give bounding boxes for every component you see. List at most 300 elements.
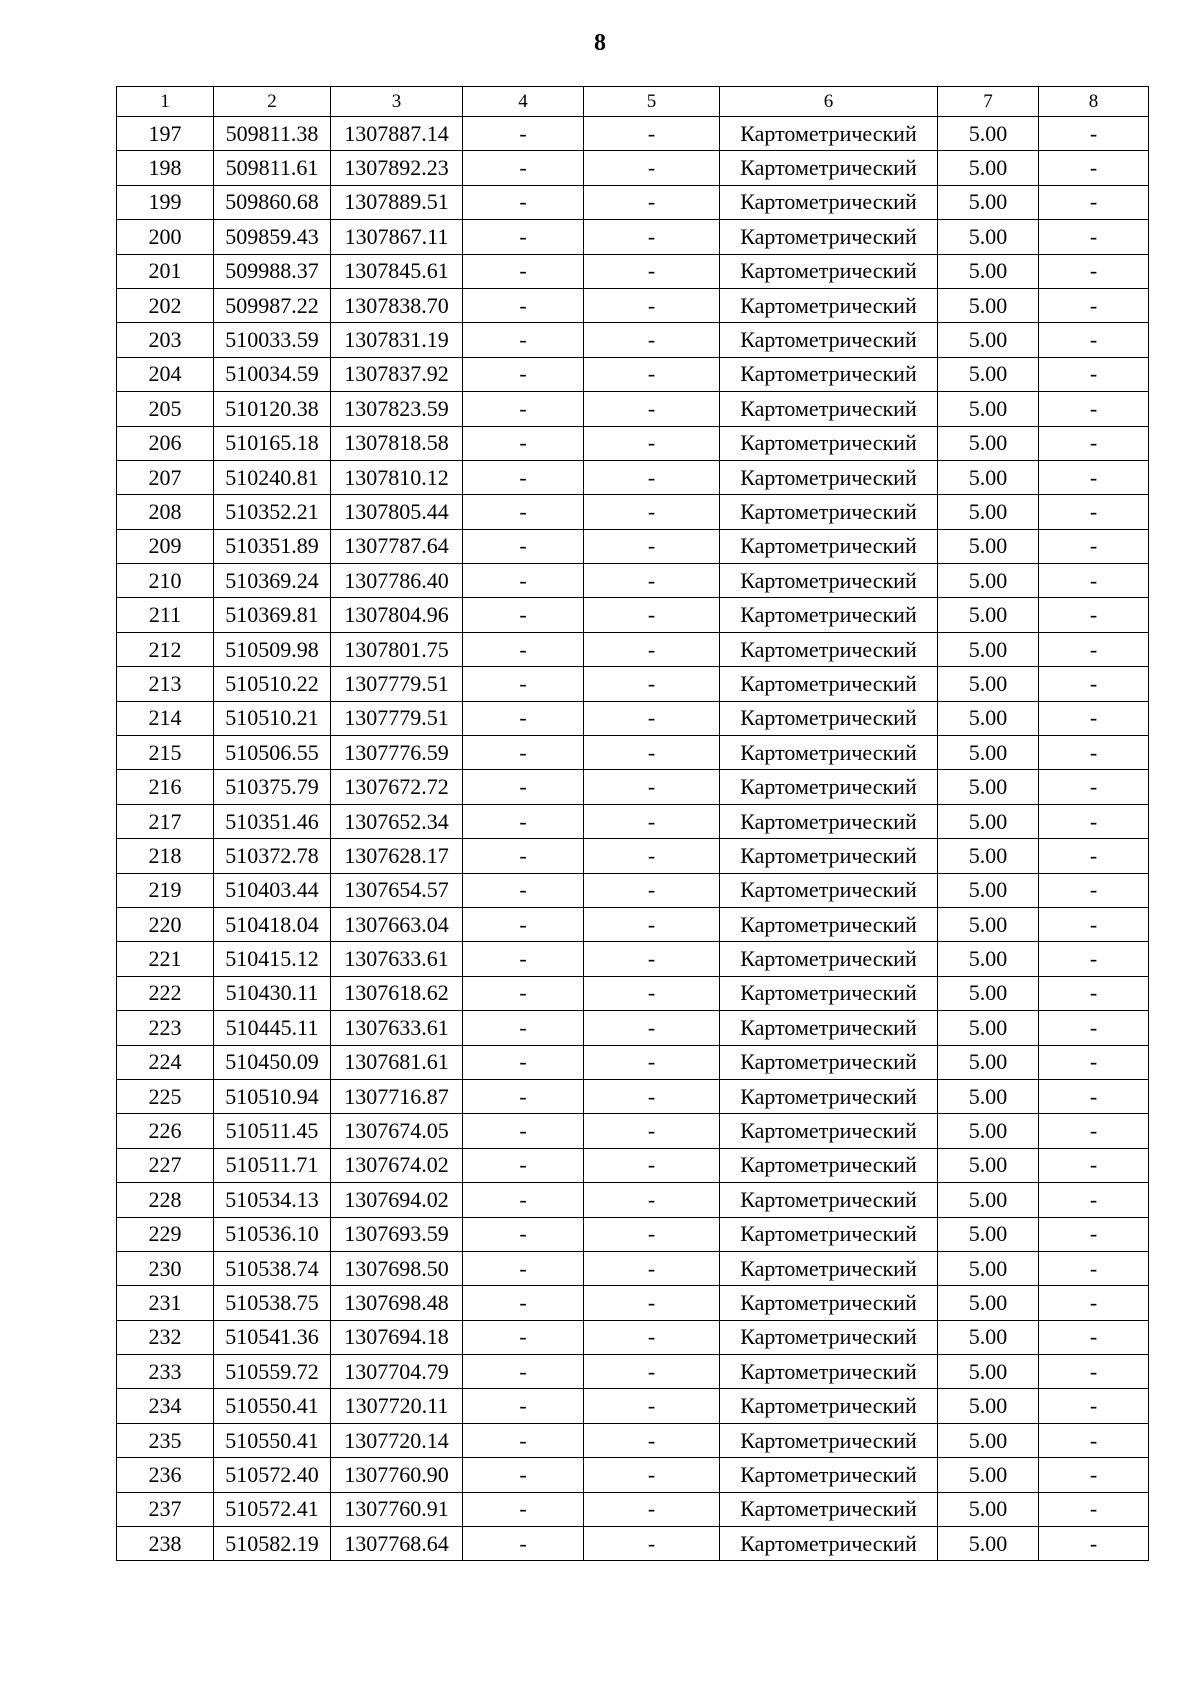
column-5-cell: - (584, 495, 720, 529)
method-cell: Картометрический (720, 426, 938, 460)
accuracy-cell: 5.00 (938, 392, 1039, 426)
point-number-cell: 207 (117, 460, 214, 494)
point-number-cell: 212 (117, 632, 214, 666)
accuracy-cell: 5.00 (938, 976, 1039, 1010)
table-row (117, 701, 1149, 735)
x-coordinate-cell: 510538.75 (214, 1286, 331, 1320)
column-8-cell: - (1039, 1079, 1149, 1113)
table-row (117, 1320, 1149, 1354)
method-cell: Картометрический (720, 667, 938, 701)
column-4-cell: - (463, 357, 584, 391)
y-coordinate-cell: 1307831.19 (331, 323, 463, 357)
table-header-row (117, 87, 1149, 117)
method-cell: Картометрический (720, 1114, 938, 1148)
accuracy-cell: 5.00 (938, 1079, 1039, 1113)
point-number-cell: 224 (117, 1045, 214, 1079)
x-coordinate-cell: 509811.61 (214, 151, 331, 185)
column-header: 3 (331, 87, 463, 117)
accuracy-cell: 5.00 (938, 598, 1039, 632)
accuracy-cell: 5.00 (938, 460, 1039, 494)
column-4-cell: - (463, 1217, 584, 1251)
accuracy-cell: 5.00 (938, 1011, 1039, 1045)
method-cell: Картометрический (720, 117, 938, 151)
y-coordinate-cell: 1307694.18 (331, 1320, 463, 1354)
y-coordinate-cell: 1307720.14 (331, 1423, 463, 1457)
table-row (117, 1079, 1149, 1113)
column-5-cell: - (584, 1492, 720, 1526)
column-5-cell: - (584, 1217, 720, 1251)
y-coordinate-cell: 1307672.72 (331, 770, 463, 804)
column-5-cell: - (584, 598, 720, 632)
y-coordinate-cell: 1307618.62 (331, 976, 463, 1010)
column-4-cell: - (463, 426, 584, 460)
accuracy-cell: 5.00 (938, 529, 1039, 563)
column-5-cell: - (584, 736, 720, 770)
x-coordinate-cell: 510351.46 (214, 804, 331, 838)
y-coordinate-cell: 1307674.05 (331, 1114, 463, 1148)
table-row (117, 632, 1149, 666)
column-4-cell: - (463, 495, 584, 529)
column-5-cell: - (584, 220, 720, 254)
column-8-cell: - (1039, 392, 1149, 426)
point-number-cell: 226 (117, 1114, 214, 1148)
method-cell: Картометрический (720, 873, 938, 907)
column-8-cell: - (1039, 529, 1149, 563)
column-4-cell: - (463, 151, 584, 185)
column-8-cell: - (1039, 598, 1149, 632)
method-cell: Картометрический (720, 1423, 938, 1457)
column-8-cell: - (1039, 701, 1149, 735)
accuracy-cell: 5.00 (938, 1355, 1039, 1389)
accuracy-cell: 5.00 (938, 1045, 1039, 1079)
column-5-cell: - (584, 1251, 720, 1285)
column-8-cell: - (1039, 426, 1149, 460)
accuracy-cell: 5.00 (938, 1423, 1039, 1457)
y-coordinate-cell: 1307698.50 (331, 1251, 463, 1285)
column-5-cell: - (584, 667, 720, 701)
x-coordinate-cell: 510351.89 (214, 529, 331, 563)
point-number-cell: 206 (117, 426, 214, 460)
table-row (117, 1011, 1149, 1045)
column-8-cell: - (1039, 1389, 1149, 1423)
y-coordinate-cell: 1307837.92 (331, 357, 463, 391)
column-8-cell: - (1039, 873, 1149, 907)
column-5-cell: - (584, 117, 720, 151)
column-4-cell: - (463, 564, 584, 598)
point-number-cell: 233 (117, 1355, 214, 1389)
column-4-cell: - (463, 288, 584, 322)
table-row (117, 392, 1149, 426)
column-5-cell: - (584, 976, 720, 1010)
x-coordinate-cell: 509859.43 (214, 220, 331, 254)
method-cell: Картометрический (720, 1183, 938, 1217)
x-coordinate-cell: 509811.38 (214, 117, 331, 151)
column-4-cell: - (463, 1389, 584, 1423)
y-coordinate-cell: 1307889.51 (331, 185, 463, 219)
column-4-cell: - (463, 873, 584, 907)
x-coordinate-cell: 510582.19 (214, 1527, 331, 1561)
accuracy-cell: 5.00 (938, 942, 1039, 976)
accuracy-cell: 5.00 (938, 254, 1039, 288)
method-cell: Картометрический (720, 804, 938, 838)
table-row (117, 1423, 1149, 1457)
column-5-cell: - (584, 426, 720, 460)
x-coordinate-cell: 510510.21 (214, 701, 331, 735)
point-number-cell: 231 (117, 1286, 214, 1320)
column-5-cell: - (584, 185, 720, 219)
point-number-cell: 227 (117, 1148, 214, 1182)
table-row (117, 598, 1149, 632)
column-header: 4 (463, 87, 584, 117)
method-cell: Картометрический (720, 1492, 938, 1526)
table-row (117, 1527, 1149, 1561)
y-coordinate-cell: 1307654.57 (331, 873, 463, 907)
column-8-cell: - (1039, 288, 1149, 322)
column-8-cell: - (1039, 667, 1149, 701)
column-5-cell: - (584, 1114, 720, 1148)
table-row (117, 1492, 1149, 1526)
y-coordinate-cell: 1307804.96 (331, 598, 463, 632)
table-row (117, 976, 1149, 1010)
column-4-cell: - (463, 529, 584, 563)
column-4-cell: - (463, 392, 584, 426)
column-4-cell: - (463, 1286, 584, 1320)
method-cell: Картометрический (720, 1251, 938, 1285)
column-8-cell: - (1039, 185, 1149, 219)
x-coordinate-cell: 510240.81 (214, 460, 331, 494)
column-4-cell: - (463, 220, 584, 254)
point-number-cell: 219 (117, 873, 214, 907)
column-header: 6 (720, 87, 938, 117)
table-row (117, 1148, 1149, 1182)
column-8-cell: - (1039, 1011, 1149, 1045)
accuracy-cell: 5.00 (938, 220, 1039, 254)
method-cell: Картометрический (720, 1148, 938, 1182)
accuracy-cell: 5.00 (938, 736, 1039, 770)
y-coordinate-cell: 1307716.87 (331, 1079, 463, 1113)
y-coordinate-cell: 1307867.11 (331, 220, 463, 254)
column-8-cell: - (1039, 564, 1149, 598)
column-5-cell: - (584, 942, 720, 976)
method-cell: Картометрический (720, 632, 938, 666)
y-coordinate-cell: 1307628.17 (331, 839, 463, 873)
point-number-cell: 218 (117, 839, 214, 873)
table-row (117, 564, 1149, 598)
method-cell: Картометрический (720, 323, 938, 357)
y-coordinate-cell: 1307818.58 (331, 426, 463, 460)
column-5-cell: - (584, 1011, 720, 1045)
accuracy-cell: 5.00 (938, 357, 1039, 391)
column-4-cell: - (463, 804, 584, 838)
column-4-cell: - (463, 460, 584, 494)
method-cell: Картометрический (720, 460, 938, 494)
column-4-cell: - (463, 632, 584, 666)
point-number-cell: 220 (117, 907, 214, 941)
table-row (117, 426, 1149, 460)
table-row (117, 839, 1149, 873)
method-cell: Картометрический (720, 770, 938, 804)
column-4-cell: - (463, 323, 584, 357)
column-5-cell: - (584, 1355, 720, 1389)
column-8-cell: - (1039, 770, 1149, 804)
point-number-cell: 199 (117, 185, 214, 219)
column-4-cell: - (463, 117, 584, 151)
accuracy-cell: 5.00 (938, 151, 1039, 185)
accuracy-cell: 5.00 (938, 839, 1039, 873)
accuracy-cell: 5.00 (938, 701, 1039, 735)
table-row (117, 1251, 1149, 1285)
x-coordinate-cell: 510511.45 (214, 1114, 331, 1148)
point-number-cell: 211 (117, 598, 214, 632)
accuracy-cell: 5.00 (938, 564, 1039, 598)
method-cell: Картометрический (720, 495, 938, 529)
column-header: 7 (938, 87, 1039, 117)
column-4-cell: - (463, 254, 584, 288)
table-row (117, 117, 1149, 151)
accuracy-cell: 5.00 (938, 667, 1039, 701)
y-coordinate-cell: 1307704.79 (331, 1355, 463, 1389)
point-number-cell: 235 (117, 1423, 214, 1457)
accuracy-cell: 5.00 (938, 495, 1039, 529)
point-number-cell: 216 (117, 770, 214, 804)
column-5-cell: - (584, 392, 720, 426)
page-number: 8 (594, 30, 606, 56)
method-cell: Картометрический (720, 529, 938, 563)
column-8-cell: - (1039, 1045, 1149, 1079)
y-coordinate-cell: 1307674.02 (331, 1148, 463, 1182)
accuracy-cell: 5.00 (938, 632, 1039, 666)
x-coordinate-cell: 510538.74 (214, 1251, 331, 1285)
column-4-cell: - (463, 1114, 584, 1148)
column-4-cell: - (463, 1355, 584, 1389)
column-5-cell: - (584, 839, 720, 873)
accuracy-cell: 5.00 (938, 185, 1039, 219)
point-number-cell: 205 (117, 392, 214, 426)
table-row (117, 185, 1149, 219)
x-coordinate-cell: 510034.59 (214, 357, 331, 391)
method-cell: Картометрический (720, 1217, 938, 1251)
method-cell: Картометрический (720, 701, 938, 735)
x-coordinate-cell: 510352.21 (214, 495, 331, 529)
y-coordinate-cell: 1307663.04 (331, 907, 463, 941)
column-5-cell: - (584, 357, 720, 391)
point-number-cell: 237 (117, 1492, 214, 1526)
x-coordinate-cell: 510403.44 (214, 873, 331, 907)
column-5-cell: - (584, 1423, 720, 1457)
accuracy-cell: 5.00 (938, 873, 1039, 907)
column-5-cell: - (584, 1320, 720, 1354)
column-4-cell: - (463, 736, 584, 770)
y-coordinate-cell: 1307693.59 (331, 1217, 463, 1251)
y-coordinate-cell: 1307652.34 (331, 804, 463, 838)
x-coordinate-cell: 510559.72 (214, 1355, 331, 1389)
table-row (117, 770, 1149, 804)
column-4-cell: - (463, 770, 584, 804)
accuracy-cell: 5.00 (938, 1114, 1039, 1148)
method-cell: Картометрический (720, 1458, 938, 1492)
column-5-cell: - (584, 873, 720, 907)
table-row (117, 667, 1149, 701)
y-coordinate-cell: 1307760.90 (331, 1458, 463, 1492)
column-4-cell: - (463, 1148, 584, 1182)
accuracy-cell: 5.00 (938, 1320, 1039, 1354)
x-coordinate-cell: 510541.36 (214, 1320, 331, 1354)
table-row (117, 1286, 1149, 1320)
column-8-cell: - (1039, 1320, 1149, 1354)
column-4-cell: - (463, 667, 584, 701)
column-4-cell: - (463, 839, 584, 873)
method-cell: Картометрический (720, 392, 938, 426)
y-coordinate-cell: 1307633.61 (331, 942, 463, 976)
column-8-cell: - (1039, 357, 1149, 391)
y-coordinate-cell: 1307838.70 (331, 288, 463, 322)
column-4-cell: - (463, 701, 584, 735)
method-cell: Картометрический (720, 1527, 938, 1561)
y-coordinate-cell: 1307786.40 (331, 564, 463, 598)
accuracy-cell: 5.00 (938, 323, 1039, 357)
method-cell: Картометрический (720, 1079, 938, 1113)
method-cell: Картометрический (720, 839, 938, 873)
y-coordinate-cell: 1307805.44 (331, 495, 463, 529)
accuracy-cell: 5.00 (938, 770, 1039, 804)
x-coordinate-cell: 509988.37 (214, 254, 331, 288)
point-number-cell: 225 (117, 1079, 214, 1113)
point-number-cell: 234 (117, 1389, 214, 1423)
point-number-cell: 198 (117, 151, 214, 185)
column-8-cell: - (1039, 117, 1149, 151)
column-8-cell: - (1039, 736, 1149, 770)
column-4-cell: - (463, 1045, 584, 1079)
x-coordinate-cell: 510120.38 (214, 392, 331, 426)
method-cell: Картометрический (720, 1320, 938, 1354)
coordinates-table (116, 86, 1149, 1561)
column-5-cell: - (584, 254, 720, 288)
y-coordinate-cell: 1307787.64 (331, 529, 463, 563)
table-row (117, 1217, 1149, 1251)
column-5-cell: - (584, 323, 720, 357)
column-4-cell: - (463, 1458, 584, 1492)
y-coordinate-cell: 1307633.61 (331, 1011, 463, 1045)
y-coordinate-cell: 1307720.11 (331, 1389, 463, 1423)
method-cell: Картометрический (720, 220, 938, 254)
point-number-cell: 229 (117, 1217, 214, 1251)
table-row (117, 323, 1149, 357)
column-5-cell: - (584, 460, 720, 494)
y-coordinate-cell: 1307823.59 (331, 392, 463, 426)
y-coordinate-cell: 1307768.64 (331, 1527, 463, 1561)
column-header: 5 (584, 87, 720, 117)
x-coordinate-cell: 510033.59 (214, 323, 331, 357)
point-number-cell: 200 (117, 220, 214, 254)
accuracy-cell: 5.00 (938, 426, 1039, 460)
point-number-cell: 221 (117, 942, 214, 976)
method-cell: Картометрический (720, 564, 938, 598)
column-5-cell: - (584, 564, 720, 598)
column-5-cell: - (584, 907, 720, 941)
y-coordinate-cell: 1307892.23 (331, 151, 463, 185)
table-row (117, 460, 1149, 494)
column-8-cell: - (1039, 1458, 1149, 1492)
column-4-cell: - (463, 1527, 584, 1561)
x-coordinate-cell: 510510.94 (214, 1079, 331, 1113)
point-number-cell: 236 (117, 1458, 214, 1492)
column-5-cell: - (584, 288, 720, 322)
accuracy-cell: 5.00 (938, 1183, 1039, 1217)
x-coordinate-cell: 510430.11 (214, 976, 331, 1010)
column-8-cell: - (1039, 1423, 1149, 1457)
accuracy-cell: 5.00 (938, 1286, 1039, 1320)
method-cell: Картометрический (720, 185, 938, 219)
accuracy-cell: 5.00 (938, 1251, 1039, 1285)
y-coordinate-cell: 1307779.51 (331, 701, 463, 735)
column-4-cell: - (463, 1079, 584, 1113)
column-8-cell: - (1039, 323, 1149, 357)
point-number-cell: 203 (117, 323, 214, 357)
table-row (117, 254, 1149, 288)
column-5-cell: - (584, 804, 720, 838)
accuracy-cell: 5.00 (938, 1389, 1039, 1423)
point-number-cell: 238 (117, 1527, 214, 1561)
column-4-cell: - (463, 942, 584, 976)
column-8-cell: - (1039, 1183, 1149, 1217)
accuracy-cell: 5.00 (938, 1492, 1039, 1526)
table-row (117, 736, 1149, 770)
point-number-cell: 232 (117, 1320, 214, 1354)
method-cell: Картометрический (720, 976, 938, 1010)
y-coordinate-cell: 1307776.59 (331, 736, 463, 770)
column-5-cell: - (584, 1183, 720, 1217)
point-number-cell: 213 (117, 667, 214, 701)
table-row (117, 1183, 1149, 1217)
x-coordinate-cell: 510550.41 (214, 1389, 331, 1423)
column-5-cell: - (584, 1389, 720, 1423)
column-4-cell: - (463, 1183, 584, 1217)
column-5-cell: - (584, 701, 720, 735)
x-coordinate-cell: 509987.22 (214, 288, 331, 322)
point-number-cell: 201 (117, 254, 214, 288)
column-header: 2 (214, 87, 331, 117)
x-coordinate-cell: 510534.13 (214, 1183, 331, 1217)
point-number-cell: 214 (117, 701, 214, 735)
point-number-cell: 210 (117, 564, 214, 598)
accuracy-cell: 5.00 (938, 1217, 1039, 1251)
column-8-cell: - (1039, 254, 1149, 288)
accuracy-cell: 5.00 (938, 907, 1039, 941)
column-8-cell: - (1039, 1286, 1149, 1320)
x-coordinate-cell: 510418.04 (214, 907, 331, 941)
point-number-cell: 208 (117, 495, 214, 529)
point-number-cell: 215 (117, 736, 214, 770)
method-cell: Картометрический (720, 1286, 938, 1320)
point-number-cell: 222 (117, 976, 214, 1010)
column-8-cell: - (1039, 151, 1149, 185)
method-cell: Картометрический (720, 1011, 938, 1045)
column-4-cell: - (463, 185, 584, 219)
table-body (117, 117, 1149, 1561)
x-coordinate-cell: 510509.98 (214, 632, 331, 666)
column-5-cell: - (584, 770, 720, 804)
x-coordinate-cell: 510375.79 (214, 770, 331, 804)
column-4-cell: - (463, 598, 584, 632)
column-5-cell: - (584, 1458, 720, 1492)
column-4-cell: - (463, 1320, 584, 1354)
column-4-cell: - (463, 976, 584, 1010)
method-cell: Картометрический (720, 357, 938, 391)
accuracy-cell: 5.00 (938, 804, 1039, 838)
column-header: 1 (117, 87, 214, 117)
column-5-cell: - (584, 1286, 720, 1320)
table-row (117, 1114, 1149, 1148)
